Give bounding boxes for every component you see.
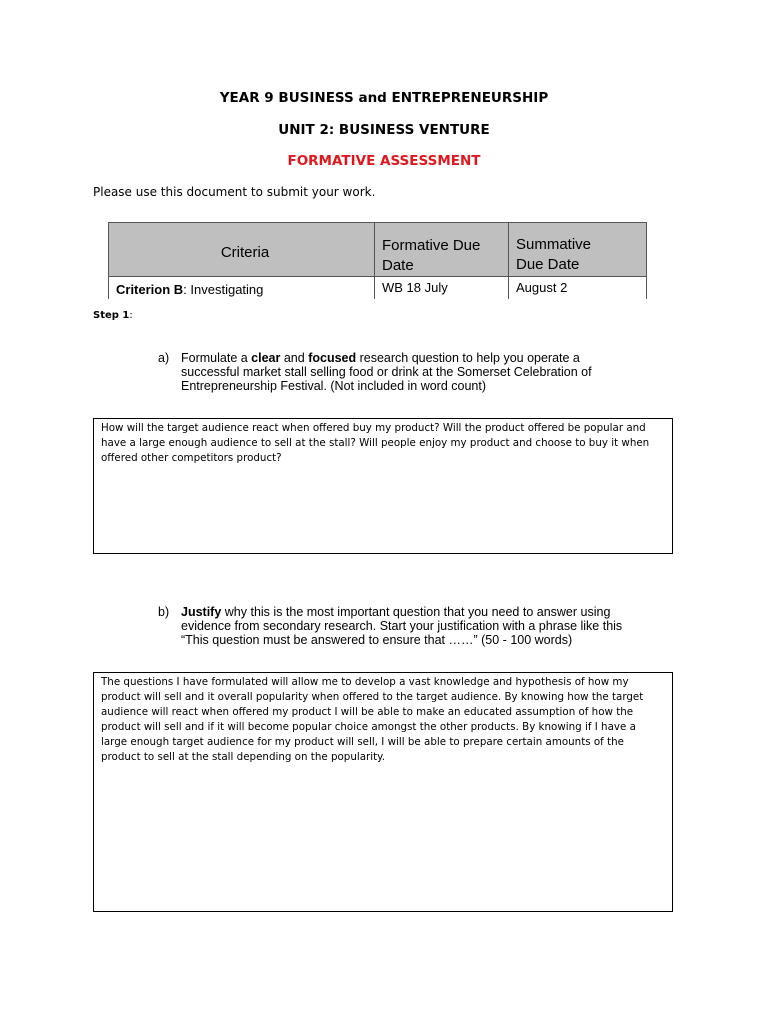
summative-header-cell: [509, 223, 647, 277]
formative-header-line2: Date: [382, 257, 414, 274]
criterion-text: [116, 277, 374, 297]
summative-header-line2: Due Date: [516, 256, 580, 273]
question-b-part1: why this is the most important question that you need to answer using evidence from secondary research. Start your justification with a phrase like this “This question must be answered to ensure that ……” (50 - 100 words): [181, 605, 623, 647]
answer-a-box[interactable]: How will the target audience react when offered buy my product? Will the product offered be popular and have a large enough audience to sell at the stall? Will people enjoy my product and choose to buy it when offered other competitors product?: [93, 418, 673, 554]
table-row: [109, 277, 647, 300]
assessment-title: FORMATIVE ASSESSMENT: [287, 153, 481, 169]
criterion-cell: [109, 277, 375, 300]
question-b-justify: Justify: [181, 605, 222, 619]
criteria-table-header-row: [109, 223, 647, 277]
criteria-table: [108, 222, 647, 299]
question-b-text: [181, 605, 631, 647]
formative-date-cell: [375, 277, 509, 300]
question-a-part2: and: [280, 351, 309, 365]
question-a-clear: clear: [251, 351, 281, 365]
criteria-header-cell: [109, 223, 375, 277]
answer-b-box[interactable]: The questions I have formulated will allow me to develop a vast knowledge and hypothesis of how my product will sell and it overall popularity when offered to the target audience. By knowing how the target audience will react when offered my product I will be able to make an educated assumption of how the product will sell and if it will become popular choice amongst the other products. By knowing if I have a large enough target audience for my product will sell, I will be able to prepare certain amounts of the product to sell at the stall depending on the popularity.: [93, 672, 673, 912]
unit-title: UNIT 2: BUSINESS VENTURE: [278, 122, 490, 138]
formative-header-cell: [375, 223, 509, 277]
summative-date-cell: [509, 277, 647, 300]
question-a-focused: focused: [308, 351, 357, 365]
step-label-bold: Step 1: [93, 310, 130, 321]
question-b-label: b): [158, 605, 170, 619]
document-title: YEAR 9 BUSINESS and ENTREPRENEURSHIP: [219, 90, 549, 106]
summative-header-line1: Summative: [516, 236, 592, 253]
formative-header: [382, 223, 508, 276]
summative-date: August 2: [516, 280, 568, 295]
criteria-header: Criteria: [220, 244, 270, 261]
criterion-rest: : Investigating: [183, 282, 264, 297]
step-label-suffix: :: [129, 310, 133, 321]
question-a-label: a): [158, 351, 170, 365]
step-label: [93, 310, 133, 321]
question-a-part3: research question to help you operate a successful market stall selling food or drink at the Somerset Celebration of Entrepreneurship Festival. (Not included in word count): [181, 351, 592, 393]
question-a-text: [181, 351, 631, 393]
criterion-bold: Criterion B: [116, 282, 184, 297]
formative-header-line1: Formative Due: [382, 237, 481, 254]
intro-text: Please use this document to submit your work.: [93, 185, 376, 199]
question-a-part1: Formulate a: [181, 351, 252, 365]
summative-header: [516, 223, 646, 275]
formative-date: WB 18 July: [382, 280, 448, 295]
